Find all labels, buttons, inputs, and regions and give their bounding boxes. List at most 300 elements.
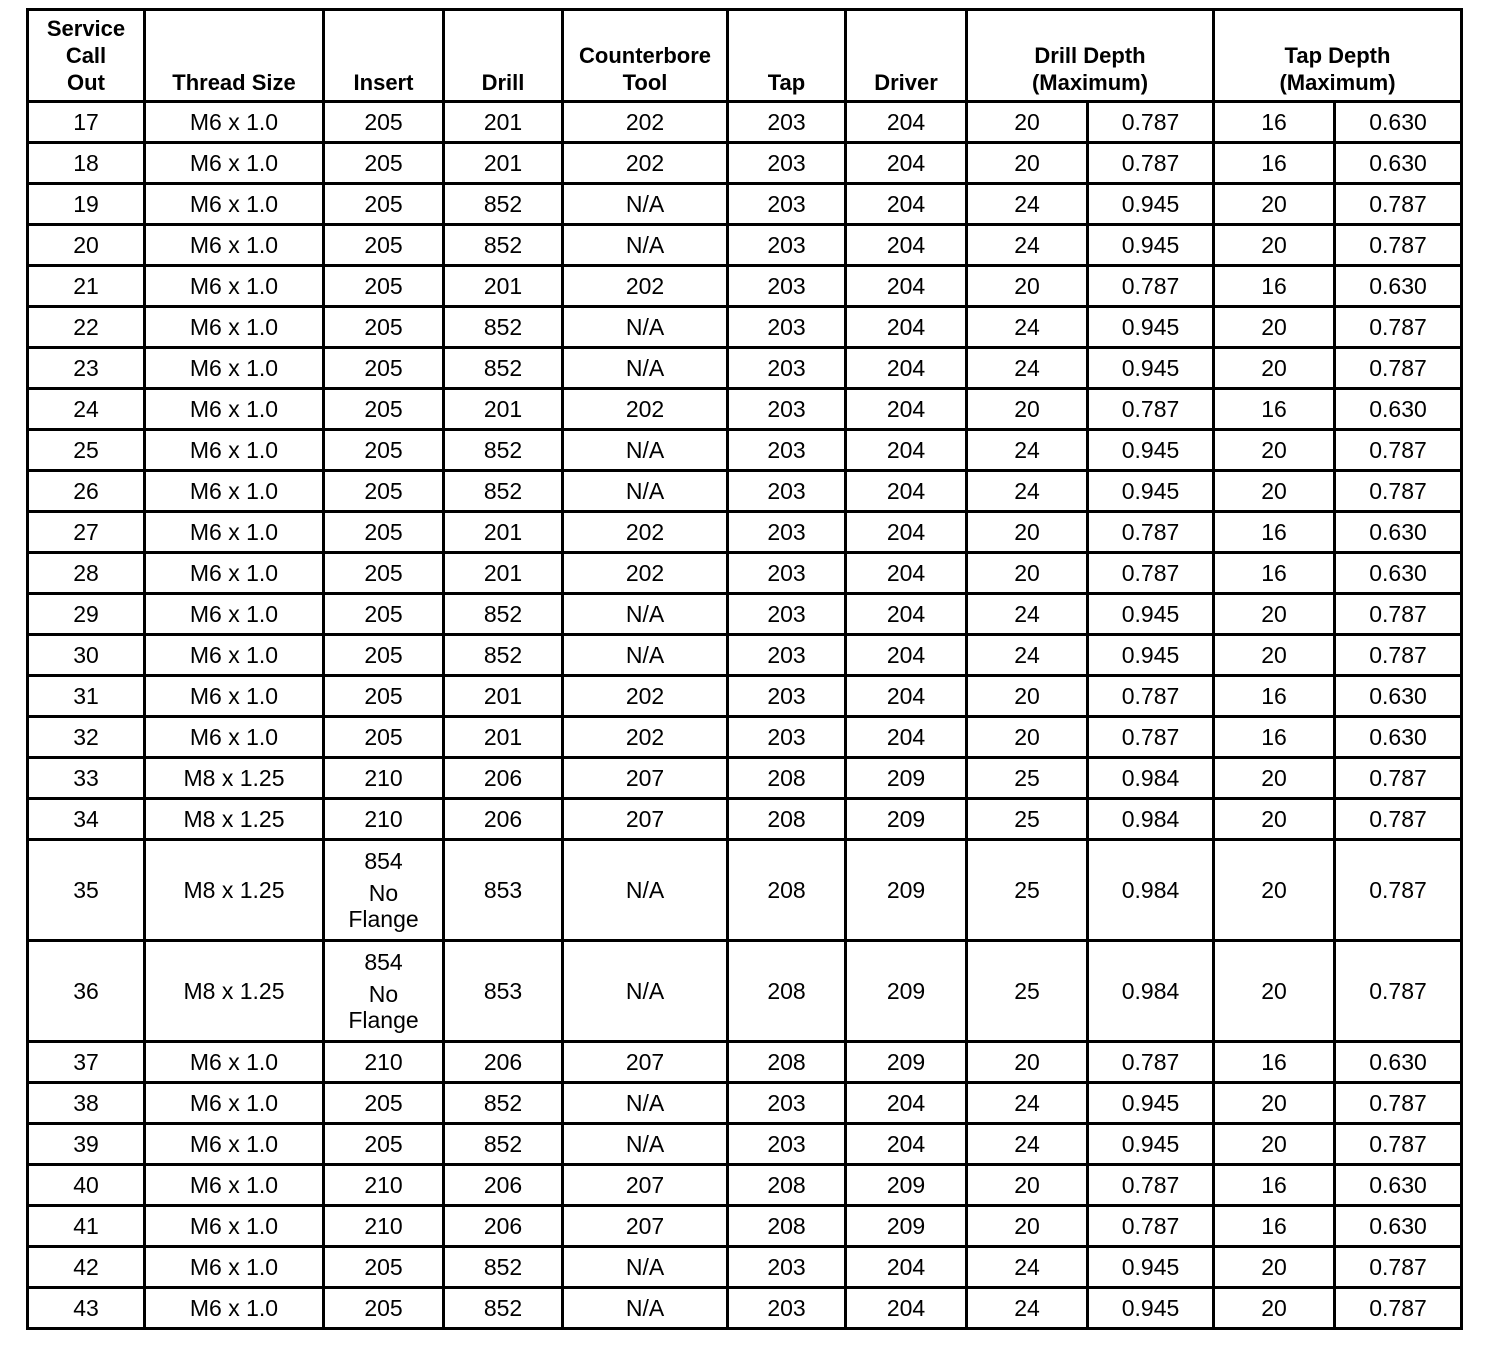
cell-drill-depth-mm: 20 — [967, 717, 1088, 758]
cell-tap: 203 — [728, 143, 846, 184]
cell-service-call-out: 40 — [28, 1165, 145, 1206]
cell-counterbore-tool: 207 — [563, 758, 728, 799]
cell-drill-depth-mm: 20 — [967, 1206, 1088, 1247]
cell-tap: 208 — [728, 1042, 846, 1083]
cell-drill-depth-in: 0.787 — [1088, 102, 1214, 143]
cell-drill: 852 — [444, 184, 563, 225]
cell-tap-depth-mm: 20 — [1214, 430, 1335, 471]
cell-counterbore-tool: N/A — [563, 307, 728, 348]
cell-tap-depth-in: 0.630 — [1335, 266, 1462, 307]
cell-driver: 204 — [846, 102, 967, 143]
cell-drill-depth-mm: 24 — [967, 635, 1088, 676]
cell-tap-depth-mm: 20 — [1214, 635, 1335, 676]
cell-counterbore-tool: 207 — [563, 799, 728, 840]
cell-drill-depth-in: 0.787 — [1088, 266, 1214, 307]
table-row — [28, 840, 1462, 941]
cell-drill-depth-in: 0.945 — [1088, 184, 1214, 225]
cell-drill: 853 — [444, 840, 563, 941]
table-row — [28, 1288, 1462, 1329]
cell-drill: 852 — [444, 635, 563, 676]
cell-tap-depth-in: 0.630 — [1335, 1165, 1462, 1206]
cell-tap: 203 — [728, 594, 846, 635]
cell-tap-depth-in: 0.787 — [1335, 225, 1462, 266]
cell-thread-size: M6 x 1.0 — [145, 225, 324, 266]
tooling-table — [26, 8, 1463, 1330]
cell-drill: 852 — [444, 348, 563, 389]
table-header — [28, 10, 1462, 102]
header-service-call-out — [28, 10, 145, 102]
cell-drill-depth-in: 0.945 — [1088, 594, 1214, 635]
cell-service-call-out: 21 — [28, 266, 145, 307]
cell-drill-depth-in: 0.787 — [1088, 143, 1214, 184]
cell-tap: 203 — [728, 1288, 846, 1329]
cell-service-call-out: 32 — [28, 717, 145, 758]
cell-driver: 204 — [846, 594, 967, 635]
cell-service-call-out: 23 — [28, 348, 145, 389]
cell-tap-depth-in: 0.630 — [1335, 676, 1462, 717]
cell-tap-depth-mm: 16 — [1214, 266, 1335, 307]
header-service-line3: Out — [67, 70, 105, 95]
cell-insert: 205 — [324, 594, 444, 635]
cell-tap-depth-in: 0.630 — [1335, 143, 1462, 184]
cell-counterbore-tool: 202 — [563, 102, 728, 143]
cell-tap: 203 — [728, 676, 846, 717]
cell-insert: 205 — [324, 307, 444, 348]
table-row — [28, 307, 1462, 348]
cell-drill-depth-in: 0.787 — [1088, 389, 1214, 430]
cell-driver: 204 — [846, 430, 967, 471]
cell-tap-depth-mm: 16 — [1214, 389, 1335, 430]
insert-note: No — [368, 880, 399, 906]
cell-drill-depth-mm: 24 — [967, 594, 1088, 635]
table-row — [28, 389, 1462, 430]
cell-thread-size: M6 x 1.0 — [145, 1247, 324, 1288]
cell-drill-depth-mm: 25 — [967, 840, 1088, 941]
cell-drill-depth-mm: 24 — [967, 225, 1088, 266]
cell-thread-size: M6 x 1.0 — [145, 717, 324, 758]
cell-drill-depth-in: 0.945 — [1088, 430, 1214, 471]
cell-driver: 204 — [846, 1247, 967, 1288]
cell-insert: 205 — [324, 184, 444, 225]
cell-tap-depth-in: 0.630 — [1335, 1042, 1462, 1083]
cell-driver: 204 — [846, 553, 967, 594]
cell-insert: 205 — [324, 635, 444, 676]
cell-driver: 204 — [846, 389, 967, 430]
cell-insert: 205 — [324, 553, 444, 594]
cell-service-call-out: 31 — [28, 676, 145, 717]
table-row — [28, 941, 1462, 1042]
insert-number: 854 — [364, 848, 403, 874]
cell-tap-depth-in: 0.787 — [1335, 1247, 1462, 1288]
cell-drill-depth-in: 0.787 — [1088, 1206, 1214, 1247]
cell-tap-depth-in: 0.787 — [1335, 348, 1462, 389]
cell-counterbore-tool: N/A — [563, 1288, 728, 1329]
table-body — [28, 102, 1462, 1329]
cell-tap-depth-in: 0.787 — [1335, 430, 1462, 471]
cell-tap-depth-in: 0.787 — [1335, 184, 1462, 225]
cell-tap-depth-in: 0.787 — [1335, 635, 1462, 676]
cell-counterbore-tool: N/A — [563, 1124, 728, 1165]
cell-thread-size: M6 x 1.0 — [145, 1288, 324, 1329]
cell-counterbore-tool: 202 — [563, 553, 728, 594]
cell-tap-depth-in: 0.787 — [1335, 471, 1462, 512]
cell-driver: 209 — [846, 758, 967, 799]
cell-thread-size: M6 x 1.0 — [145, 553, 324, 594]
header-tap-depth-line2: (Maximum) — [1279, 70, 1396, 95]
cell-insert — [324, 840, 444, 941]
cell-driver: 204 — [846, 225, 967, 266]
cell-thread-size: M6 x 1.0 — [145, 389, 324, 430]
cell-drill-depth-mm: 24 — [967, 1288, 1088, 1329]
header-tap-depth-line1: Tap Depth — [1284, 43, 1391, 68]
cell-drill-depth-mm: 24 — [967, 307, 1088, 348]
cell-thread-size: M6 x 1.0 — [145, 676, 324, 717]
cell-drill: 201 — [444, 553, 563, 594]
cell-driver: 204 — [846, 1124, 967, 1165]
cell-driver: 204 — [846, 1288, 967, 1329]
table-row — [28, 512, 1462, 553]
cell-drill: 206 — [444, 1165, 563, 1206]
cell-tap-depth-in: 0.787 — [1335, 594, 1462, 635]
cell-thread-size: M6 x 1.0 — [145, 348, 324, 389]
cell-tap-depth-in: 0.630 — [1335, 389, 1462, 430]
cell-driver: 204 — [846, 266, 967, 307]
cell-service-call-out: 43 — [28, 1288, 145, 1329]
cell-drill-depth-in: 0.984 — [1088, 840, 1214, 941]
cell-tap-depth-mm: 20 — [1214, 184, 1335, 225]
cell-counterbore-tool: N/A — [563, 225, 728, 266]
cell-tap-depth-in: 0.787 — [1335, 840, 1462, 941]
header-drill: Drill — [444, 10, 563, 102]
cell-drill-depth-mm: 24 — [967, 471, 1088, 512]
cell-insert: 205 — [324, 430, 444, 471]
cell-tap: 203 — [728, 348, 846, 389]
header-thread-size: Thread Size — [145, 10, 324, 102]
cell-tap-depth-mm: 16 — [1214, 1042, 1335, 1083]
cell-thread-size: M8 x 1.25 — [145, 799, 324, 840]
cell-driver: 204 — [846, 471, 967, 512]
cell-drill-depth-mm: 20 — [967, 676, 1088, 717]
cell-insert: 205 — [324, 348, 444, 389]
cell-drill-depth-mm: 20 — [967, 553, 1088, 594]
cell-tap-depth-in: 0.630 — [1335, 512, 1462, 553]
cell-thread-size: M6 x 1.0 — [145, 143, 324, 184]
cell-driver: 209 — [846, 1042, 967, 1083]
header-service-line2: Call — [65, 43, 107, 68]
cell-counterbore-tool: 202 — [563, 717, 728, 758]
cell-drill-depth-in: 0.945 — [1088, 1247, 1214, 1288]
cell-drill: 201 — [444, 676, 563, 717]
cell-drill: 852 — [444, 471, 563, 512]
cell-tap-depth-in: 0.787 — [1335, 1083, 1462, 1124]
cell-drill: 201 — [444, 717, 563, 758]
cell-drill-depth-mm: 25 — [967, 758, 1088, 799]
cell-insert: 205 — [324, 1288, 444, 1329]
cell-counterbore-tool: 202 — [563, 676, 728, 717]
cell-tap: 208 — [728, 799, 846, 840]
table-row — [28, 1247, 1462, 1288]
cell-driver: 204 — [846, 348, 967, 389]
cell-tap-depth-mm: 20 — [1214, 941, 1335, 1042]
cell-drill: 852 — [444, 307, 563, 348]
cell-thread-size: M8 x 1.25 — [145, 941, 324, 1042]
cell-drill-depth-in: 0.787 — [1088, 1042, 1214, 1083]
cell-service-call-out: 37 — [28, 1042, 145, 1083]
cell-service-call-out: 26 — [28, 471, 145, 512]
insert-note: Flange — [348, 906, 419, 932]
table-row — [28, 225, 1462, 266]
cell-tap: 208 — [728, 840, 846, 941]
cell-insert: 205 — [324, 102, 444, 143]
cell-counterbore-tool: 207 — [563, 1206, 728, 1247]
cell-counterbore-tool: 207 — [563, 1165, 728, 1206]
cell-service-call-out: 36 — [28, 941, 145, 1042]
cell-tap: 208 — [728, 758, 846, 799]
cell-drill: 206 — [444, 1042, 563, 1083]
cell-drill: 201 — [444, 266, 563, 307]
table-row — [28, 184, 1462, 225]
cell-thread-size: M6 x 1.0 — [145, 184, 324, 225]
cell-tap-depth-mm: 20 — [1214, 758, 1335, 799]
cell-drill-depth-mm: 20 — [967, 102, 1088, 143]
cell-insert: 205 — [324, 1247, 444, 1288]
cell-tap-depth-mm: 20 — [1214, 1083, 1335, 1124]
cell-thread-size: M6 x 1.0 — [145, 430, 324, 471]
cell-drill-depth-mm: 20 — [967, 1165, 1088, 1206]
header-tap: Tap — [728, 10, 846, 102]
cell-driver: 204 — [846, 717, 967, 758]
cell-counterbore-tool: N/A — [563, 430, 728, 471]
cell-drill: 206 — [444, 1206, 563, 1247]
header-counterbore-line1: Counterbore — [579, 43, 711, 68]
cell-thread-size: M6 x 1.0 — [145, 266, 324, 307]
cell-tap-depth-in: 0.630 — [1335, 553, 1462, 594]
insert-number: 854 — [364, 949, 403, 975]
cell-drill-depth-mm: 24 — [967, 1124, 1088, 1165]
cell-drill: 201 — [444, 512, 563, 553]
cell-drill: 201 — [444, 102, 563, 143]
cell-driver: 209 — [846, 1206, 967, 1247]
cell-tap-depth-in: 0.787 — [1335, 1288, 1462, 1329]
cell-insert: 205 — [324, 143, 444, 184]
cell-tap: 203 — [728, 389, 846, 430]
cell-insert: 205 — [324, 1083, 444, 1124]
cell-drill-depth-in: 0.945 — [1088, 471, 1214, 512]
cell-driver: 204 — [846, 676, 967, 717]
cell-service-call-out: 38 — [28, 1083, 145, 1124]
cell-service-call-out: 39 — [28, 1124, 145, 1165]
cell-drill-depth-in: 0.945 — [1088, 348, 1214, 389]
table-row — [28, 266, 1462, 307]
cell-tap: 208 — [728, 1165, 846, 1206]
cell-service-call-out: 29 — [28, 594, 145, 635]
cell-tap-depth-in: 0.630 — [1335, 1206, 1462, 1247]
table-row — [28, 1124, 1462, 1165]
cell-service-call-out: 27 — [28, 512, 145, 553]
cell-service-call-out: 33 — [28, 758, 145, 799]
cell-drill: 852 — [444, 1288, 563, 1329]
cell-service-call-out: 18 — [28, 143, 145, 184]
cell-insert: 205 — [324, 266, 444, 307]
cell-tap-depth-mm: 20 — [1214, 471, 1335, 512]
table-row — [28, 594, 1462, 635]
cell-driver: 209 — [846, 799, 967, 840]
cell-tap-depth-in: 0.787 — [1335, 799, 1462, 840]
cell-drill: 852 — [444, 594, 563, 635]
table-row — [28, 1042, 1462, 1083]
cell-drill-depth-mm: 25 — [967, 941, 1088, 1042]
table-row — [28, 471, 1462, 512]
cell-drill: 852 — [444, 225, 563, 266]
cell-drill-depth-in: 0.945 — [1088, 225, 1214, 266]
cell-counterbore-tool: 202 — [563, 389, 728, 430]
tooling-table-sheet — [26, 8, 1463, 1330]
cell-service-call-out: 42 — [28, 1247, 145, 1288]
header-driver: Driver — [846, 10, 967, 102]
table-row — [28, 799, 1462, 840]
cell-drill-depth-in: 0.787 — [1088, 553, 1214, 594]
cell-counterbore-tool: 202 — [563, 266, 728, 307]
cell-drill-depth-mm: 24 — [967, 184, 1088, 225]
cell-thread-size: M6 x 1.0 — [145, 102, 324, 143]
cell-counterbore-tool: N/A — [563, 1247, 728, 1288]
cell-tap: 203 — [728, 184, 846, 225]
cell-tap-depth-mm: 20 — [1214, 1288, 1335, 1329]
cell-service-call-out: 22 — [28, 307, 145, 348]
cell-counterbore-tool: N/A — [563, 184, 728, 225]
cell-thread-size: M6 x 1.0 — [145, 1165, 324, 1206]
cell-service-call-out: 20 — [28, 225, 145, 266]
cell-service-call-out: 25 — [28, 430, 145, 471]
cell-counterbore-tool: N/A — [563, 471, 728, 512]
cell-drill-depth-in: 0.945 — [1088, 307, 1214, 348]
cell-insert: 210 — [324, 1165, 444, 1206]
cell-tap-depth-mm: 20 — [1214, 799, 1335, 840]
cell-driver: 209 — [846, 941, 967, 1042]
cell-counterbore-tool: N/A — [563, 594, 728, 635]
table-row — [28, 1165, 1462, 1206]
insert-note: No — [368, 981, 399, 1007]
cell-drill-depth-mm: 24 — [967, 1247, 1088, 1288]
cell-tap: 203 — [728, 102, 846, 143]
cell-drill-depth-in: 0.787 — [1088, 717, 1214, 758]
cell-tap-depth-mm: 16 — [1214, 717, 1335, 758]
header-drill-depth — [967, 10, 1214, 102]
cell-tap-depth-in: 0.787 — [1335, 941, 1462, 1042]
cell-counterbore-tool: 202 — [563, 512, 728, 553]
cell-drill-depth-in: 0.945 — [1088, 1288, 1214, 1329]
cell-service-call-out: 30 — [28, 635, 145, 676]
cell-counterbore-tool: 202 — [563, 143, 728, 184]
cell-tap: 203 — [728, 512, 846, 553]
cell-drill-depth-mm: 24 — [967, 348, 1088, 389]
cell-tap: 203 — [728, 266, 846, 307]
cell-drill-depth-mm: 20 — [967, 143, 1088, 184]
cell-drill: 852 — [444, 1083, 563, 1124]
cell-tap-depth-mm: 16 — [1214, 143, 1335, 184]
cell-service-call-out: 17 — [28, 102, 145, 143]
cell-insert: 210 — [324, 758, 444, 799]
cell-tap-depth-in: 0.787 — [1335, 1124, 1462, 1165]
cell-drill: 206 — [444, 799, 563, 840]
cell-drill-depth-in: 0.984 — [1088, 758, 1214, 799]
cell-drill-depth-in: 0.945 — [1088, 1083, 1214, 1124]
cell-insert: 205 — [324, 717, 444, 758]
cell-drill-depth-in: 0.984 — [1088, 799, 1214, 840]
table-row — [28, 102, 1462, 143]
cell-service-call-out: 24 — [28, 389, 145, 430]
cell-driver: 204 — [846, 184, 967, 225]
header-drill-depth-line1: Drill Depth — [1034, 43, 1146, 68]
cell-insert: 205 — [324, 471, 444, 512]
table-row — [28, 758, 1462, 799]
cell-tap-depth-mm: 20 — [1214, 1124, 1335, 1165]
header-tap-depth — [1214, 10, 1462, 102]
insert-note: Flange — [348, 1007, 419, 1033]
cell-thread-size: M8 x 1.25 — [145, 758, 324, 799]
cell-drill-depth-mm: 24 — [967, 1083, 1088, 1124]
cell-tap-depth-mm: 16 — [1214, 512, 1335, 553]
cell-thread-size: M6 x 1.0 — [145, 1206, 324, 1247]
cell-tap: 208 — [728, 941, 846, 1042]
cell-drill-depth-in: 0.787 — [1088, 1165, 1214, 1206]
cell-drill-depth-mm: 20 — [967, 266, 1088, 307]
cell-thread-size: M6 x 1.0 — [145, 1042, 324, 1083]
table-row — [28, 635, 1462, 676]
cell-tap-depth-mm: 20 — [1214, 594, 1335, 635]
cell-driver: 209 — [846, 840, 967, 941]
cell-tap: 203 — [728, 1247, 846, 1288]
cell-drill: 201 — [444, 143, 563, 184]
cell-driver: 204 — [846, 1083, 967, 1124]
cell-tap-depth-in: 0.787 — [1335, 307, 1462, 348]
cell-tap-depth-mm: 16 — [1214, 1206, 1335, 1247]
header-row — [28, 10, 1462, 102]
cell-tap-depth-mm: 16 — [1214, 553, 1335, 594]
cell-driver: 204 — [846, 307, 967, 348]
header-counterbore-line2: Tool — [622, 70, 668, 95]
cell-driver: 204 — [846, 512, 967, 553]
cell-tap: 203 — [728, 1083, 846, 1124]
cell-tap: 203 — [728, 225, 846, 266]
cell-drill-depth-in: 0.945 — [1088, 635, 1214, 676]
cell-drill-depth-in: 0.945 — [1088, 1124, 1214, 1165]
cell-tap-depth-mm: 20 — [1214, 225, 1335, 266]
cell-drill-depth-mm: 20 — [967, 1042, 1088, 1083]
cell-tap-depth-mm: 16 — [1214, 1165, 1335, 1206]
cell-tap-depth-mm: 20 — [1214, 840, 1335, 941]
cell-tap: 208 — [728, 1206, 846, 1247]
cell-thread-size: M6 x 1.0 — [145, 594, 324, 635]
cell-tap: 203 — [728, 635, 846, 676]
cell-tap: 203 — [728, 430, 846, 471]
cell-tap: 203 — [728, 553, 846, 594]
cell-tap: 203 — [728, 471, 846, 512]
cell-tap-depth-mm: 16 — [1214, 102, 1335, 143]
cell-insert: 205 — [324, 225, 444, 266]
cell-driver: 204 — [846, 635, 967, 676]
cell-counterbore-tool: N/A — [563, 635, 728, 676]
cell-drill-depth-mm: 25 — [967, 799, 1088, 840]
cell-drill-depth-in: 0.787 — [1088, 676, 1214, 717]
cell-drill: 201 — [444, 389, 563, 430]
cell-thread-size: M6 x 1.0 — [145, 512, 324, 553]
cell-thread-size: M6 x 1.0 — [145, 635, 324, 676]
table-row — [28, 553, 1462, 594]
cell-counterbore-tool: 207 — [563, 1042, 728, 1083]
cell-drill: 852 — [444, 430, 563, 471]
header-insert: Insert — [324, 10, 444, 102]
